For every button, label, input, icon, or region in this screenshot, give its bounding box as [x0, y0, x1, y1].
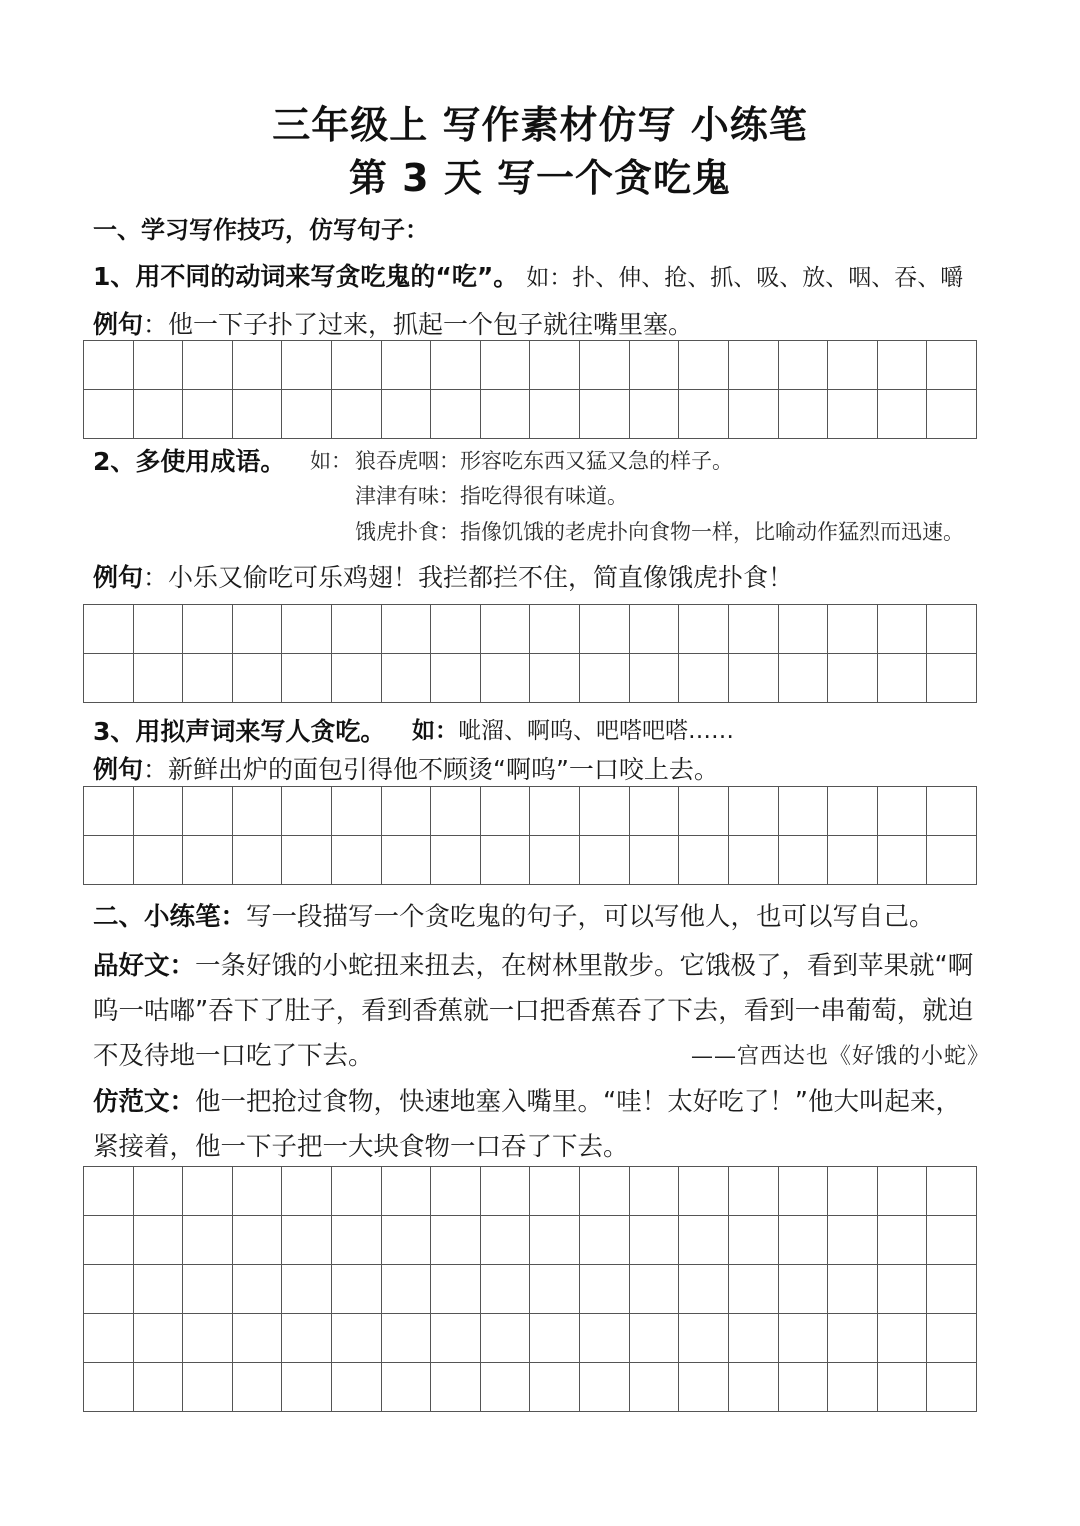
- grid-cell: [431, 341, 481, 390]
- writing-grid-4: [83, 1166, 977, 1412]
- grid-cell: [927, 605, 977, 654]
- example-label: 例句: [93, 755, 144, 784]
- grid-cell: [233, 1216, 283, 1265]
- grid-cell: [630, 787, 680, 836]
- grid-cell: [679, 605, 729, 654]
- grid-cell: [382, 390, 432, 439]
- item1-label: 1、用不同的动词来写贪吃鬼的“吃”。: [93, 262, 519, 291]
- grid-cell: [431, 1314, 481, 1363]
- model-label: 品好文：: [93, 951, 196, 981]
- grid-cell: [530, 787, 580, 836]
- grid-cell: [382, 787, 432, 836]
- grid-cell: [630, 1314, 680, 1363]
- grid-cell: [84, 1363, 134, 1412]
- grid-cell: [382, 836, 432, 885]
- example-text: ：新鲜出炉的面包引得他不顾烫“啊呜”一口咬上去。: [143, 755, 719, 784]
- grid-cell: [84, 1167, 134, 1216]
- grid-cell: [729, 390, 779, 439]
- grid-cell: [580, 390, 630, 439]
- grid-cell: [282, 1265, 332, 1314]
- grid-cell: [828, 654, 878, 703]
- grid-cell: [282, 1363, 332, 1412]
- grid-cell: [382, 1216, 432, 1265]
- item2-example: [93, 565, 793, 590]
- grid-cell: [332, 1265, 382, 1314]
- grid-cell: [183, 605, 233, 654]
- model-line: 呜一咕嘟”吞下了肚子，看到香蕉就一口把香蕉吞了下去，看到一串葡萄，就迫: [93, 996, 974, 1026]
- grid-cell: [282, 836, 332, 885]
- grid-cell: [779, 836, 829, 885]
- grid-cell: [481, 1363, 531, 1412]
- grid-cell: [84, 1314, 134, 1363]
- grid-cell: [828, 1363, 878, 1412]
- grid-cell: [282, 390, 332, 439]
- grid-cell: [878, 836, 928, 885]
- grid-cell: [927, 654, 977, 703]
- grid-cell: [431, 787, 481, 836]
- grid-cell: [134, 390, 184, 439]
- grid-cell: [183, 787, 233, 836]
- grid-cell: [580, 654, 630, 703]
- idiom-line: 津津有味：指吃得很有味道。: [355, 484, 628, 508]
- grid-cell: [779, 787, 829, 836]
- grid-cell: [233, 341, 283, 390]
- grid-cell: [779, 1314, 829, 1363]
- grid-cell: [878, 1167, 928, 1216]
- grid-cell: [481, 787, 531, 836]
- grid-cell: [431, 836, 481, 885]
- grid-cell: [431, 1167, 481, 1216]
- grid-cell: [134, 1314, 184, 1363]
- grid-cell: [828, 787, 878, 836]
- grid-cell: [282, 1167, 332, 1216]
- grid-cell: [282, 1314, 332, 1363]
- grid-cell: [134, 341, 184, 390]
- grid-cell: [630, 1265, 680, 1314]
- grid-cell: [580, 1363, 630, 1412]
- grid-cell: [530, 1314, 580, 1363]
- grid-cell: [729, 654, 779, 703]
- grid-cell: [282, 787, 332, 836]
- grid-cell: [431, 390, 481, 439]
- grid-cell: [828, 341, 878, 390]
- grid-cell: [927, 390, 977, 439]
- grid-cell: [481, 836, 531, 885]
- grid-cell: [481, 654, 531, 703]
- grid-cell: [927, 1314, 977, 1363]
- item3-hint: 呲溜、啊呜、吧嗒吧嗒……: [458, 718, 734, 744]
- grid-cell: [580, 1216, 630, 1265]
- grid-cell: [134, 1265, 184, 1314]
- grid-cell: [282, 654, 332, 703]
- grid-cell: [729, 1265, 779, 1314]
- grid-cell: [233, 1363, 283, 1412]
- grid-cell: [84, 390, 134, 439]
- grid-cell: [134, 605, 184, 654]
- grid-cell: [679, 787, 729, 836]
- grid-cell: [927, 1363, 977, 1412]
- grid-cell: [332, 341, 382, 390]
- grid-cell: [431, 1363, 481, 1412]
- grid-cell: [332, 1363, 382, 1412]
- grid-cell: [679, 341, 729, 390]
- grid-cell: [134, 1363, 184, 1412]
- grid-cell: [481, 341, 531, 390]
- grid-cell: [183, 654, 233, 703]
- grid-cell: [183, 1216, 233, 1265]
- grid-cell: [431, 605, 481, 654]
- grid-cell: [729, 787, 779, 836]
- grid-cell: [679, 1216, 729, 1265]
- grid-cell: [332, 390, 382, 439]
- grid-cell: [828, 1265, 878, 1314]
- grid-cell: [580, 341, 630, 390]
- grid-cell: [84, 654, 134, 703]
- grid-cell: [183, 341, 233, 390]
- grid-cell: [580, 1314, 630, 1363]
- grid-cell: [382, 1265, 432, 1314]
- model-text: 一条好饿的小蛇扭来扭去，在树林里散步。它饿极了，看到苹果就“啊: [195, 951, 974, 981]
- grid-cell: [927, 341, 977, 390]
- grid-cell: [679, 1363, 729, 1412]
- grid-cell: [828, 1216, 878, 1265]
- grid-cell: [134, 787, 184, 836]
- grid-cell: [828, 390, 878, 439]
- grid-cell: [183, 1167, 233, 1216]
- grid-cell: [332, 654, 382, 703]
- grid-cell: [927, 1167, 977, 1216]
- grid-cell: [481, 1314, 531, 1363]
- grid-cell: [481, 605, 531, 654]
- example-label: 例句: [93, 563, 144, 592]
- grid-cell: [530, 1265, 580, 1314]
- grid-cell: [134, 1216, 184, 1265]
- grid-cell: [382, 341, 432, 390]
- grid-cell: [530, 1167, 580, 1216]
- grid-cell: [134, 654, 184, 703]
- grid-cell: [481, 390, 531, 439]
- grid-cell: [729, 1314, 779, 1363]
- grid-cell: [233, 836, 283, 885]
- grid-cell: [233, 1314, 283, 1363]
- grid-cell: [828, 605, 878, 654]
- grid-cell: [233, 1265, 283, 1314]
- grid-cell: [282, 605, 332, 654]
- item1-line: [93, 264, 963, 290]
- grid-cell: [233, 390, 283, 439]
- grid-cell: [729, 1363, 779, 1412]
- grid-cell: [183, 836, 233, 885]
- grid-cell: [481, 1216, 531, 1265]
- section2-heading-label: 二、小练笔：: [93, 902, 247, 932]
- grid-cell: [630, 605, 680, 654]
- grid-cell: [382, 654, 432, 703]
- imitation-label: 仿范文：: [93, 1087, 196, 1117]
- grid-cell: [233, 1167, 283, 1216]
- grid-cell: [84, 836, 134, 885]
- grid-cell: [779, 390, 829, 439]
- grid-cell: [878, 1314, 928, 1363]
- grid-cell: [382, 605, 432, 654]
- grid-cell: [332, 1314, 382, 1363]
- grid-cell: [580, 605, 630, 654]
- grid-cell: [630, 654, 680, 703]
- grid-cell: [878, 390, 928, 439]
- grid-cell: [878, 1265, 928, 1314]
- writing-grid-3: [83, 786, 977, 885]
- grid-cell: [878, 1363, 928, 1412]
- grid-cell: [779, 1265, 829, 1314]
- grid-cell: [580, 1265, 630, 1314]
- grid-cell: [183, 1363, 233, 1412]
- grid-cell: [332, 787, 382, 836]
- grid-cell: [927, 1265, 977, 1314]
- grid-cell: [282, 1216, 332, 1265]
- example-text: ：小乐又偷吃可乐鸡翅！我拦都拦不住，简直像饿虎扑食！: [143, 563, 794, 592]
- grid-cell: [134, 836, 184, 885]
- model-line: 不及待地一口吃了下去。: [93, 1041, 374, 1071]
- grid-cell: [580, 1167, 630, 1216]
- grid-cell: [282, 341, 332, 390]
- page-title: 三年级上 写作素材仿写 小练笔: [272, 103, 808, 147]
- grid-cell: [878, 1216, 928, 1265]
- grid-cell: [779, 1167, 829, 1216]
- grid-cell: [134, 1167, 184, 1216]
- grid-cell: [630, 836, 680, 885]
- item1-example: [93, 312, 693, 337]
- grid-cell: [927, 1216, 977, 1265]
- grid-cell: [530, 605, 580, 654]
- grid-cell: [84, 787, 134, 836]
- writing-grid-2: [83, 604, 977, 703]
- grid-cell: [828, 1167, 878, 1216]
- grid-cell: [332, 836, 382, 885]
- grid-cell: [729, 605, 779, 654]
- grid-cell: [481, 1167, 531, 1216]
- item3-label: 3、用拟声词来写人贪吃。: [93, 717, 386, 746]
- grid-cell: [779, 341, 829, 390]
- item2-hint-prefix: 如：: [310, 449, 352, 473]
- grid-cell: [431, 1216, 481, 1265]
- grid-cell: [183, 390, 233, 439]
- grid-cell: [530, 390, 580, 439]
- grid-cell: [630, 1216, 680, 1265]
- grid-cell: [530, 654, 580, 703]
- grid-cell: [679, 1314, 729, 1363]
- item1-hint: 如：扑、伸、抢、抓、吸、放、咽、吞、嚼: [526, 265, 964, 291]
- example-text: ：他一下子扑了过来，抓起一个包子就往嘴里塞。: [143, 310, 694, 339]
- grid-cell: [84, 341, 134, 390]
- grid-cell: [382, 1363, 432, 1412]
- section1-heading: 一、学习写作技巧，仿写句子：: [93, 216, 429, 244]
- grid-cell: [927, 787, 977, 836]
- grid-cell: [729, 1167, 779, 1216]
- grid-cell: [580, 787, 630, 836]
- writing-grid-1: [83, 340, 977, 439]
- grid-cell: [233, 787, 283, 836]
- grid-cell: [679, 390, 729, 439]
- grid-cell: [779, 654, 829, 703]
- section2-heading: [93, 902, 935, 932]
- grid-cell: [630, 390, 680, 439]
- grid-cell: [84, 605, 134, 654]
- item3-hint-line: [412, 720, 734, 743]
- idiom-line: 狼吞虎咽：形容吃东西又猛又急的样子。: [355, 449, 733, 473]
- grid-cell: [431, 654, 481, 703]
- grid-cell: [530, 836, 580, 885]
- grid-cell: [679, 654, 729, 703]
- item3-example: [93, 757, 719, 782]
- grid-cell: [332, 1216, 382, 1265]
- grid-cell: [84, 1216, 134, 1265]
- grid-cell: [630, 1167, 680, 1216]
- grid-cell: [84, 1265, 134, 1314]
- grid-cell: [679, 1167, 729, 1216]
- idiom-line: 饿虎扑食：指像饥饿的老虎扑向食物一样，比喻动作猛烈而迅速。: [355, 520, 964, 544]
- imitation-line: 紧接着，他一下子把一大块食物一口吞了下去。: [93, 1132, 629, 1162]
- grid-cell: [878, 341, 928, 390]
- grid-cell: [382, 1314, 432, 1363]
- grid-cell: [183, 1265, 233, 1314]
- grid-cell: [332, 605, 382, 654]
- model-attribution: ——宫西达也《好饿的小蛇》: [690, 1044, 990, 1069]
- grid-cell: [481, 1265, 531, 1314]
- item2-label: 2、多使用成语。: [93, 447, 286, 476]
- grid-cell: [779, 605, 829, 654]
- grid-cell: [332, 1167, 382, 1216]
- grid-cell: [878, 605, 928, 654]
- grid-cell: [779, 1216, 829, 1265]
- item3-hint-prefix: 如：: [412, 718, 458, 744]
- grid-cell: [630, 341, 680, 390]
- grid-cell: [878, 787, 928, 836]
- grid-cell: [679, 836, 729, 885]
- example-label: 例句: [93, 310, 144, 339]
- grid-cell: [729, 1216, 779, 1265]
- grid-cell: [729, 341, 779, 390]
- grid-cell: [828, 836, 878, 885]
- section2-heading-text: 写一段描写一个贪吃鬼的句子，可以写他人，也可以写自己。: [246, 902, 935, 932]
- grid-cell: [828, 1314, 878, 1363]
- imitation-line: [93, 1087, 961, 1117]
- grid-cell: [183, 1314, 233, 1363]
- grid-cell: [233, 654, 283, 703]
- grid-cell: [779, 1363, 829, 1412]
- grid-cell: [530, 341, 580, 390]
- page-subtitle: 第 3 天 写一个贪吃鬼: [348, 156, 732, 200]
- grid-cell: [530, 1216, 580, 1265]
- grid-cell: [233, 605, 283, 654]
- grid-cell: [530, 1363, 580, 1412]
- grid-cell: [382, 1167, 432, 1216]
- imitation-text: 他一把抢过食物，快速地塞入嘴里。“哇！太好吃了！”他大叫起来，: [195, 1087, 961, 1117]
- grid-cell: [729, 836, 779, 885]
- grid-cell: [878, 654, 928, 703]
- grid-cell: [580, 836, 630, 885]
- grid-cell: [927, 836, 977, 885]
- grid-cell: [679, 1265, 729, 1314]
- grid-cell: [630, 1363, 680, 1412]
- grid-cell: [431, 1265, 481, 1314]
- model-line: [93, 951, 974, 981]
